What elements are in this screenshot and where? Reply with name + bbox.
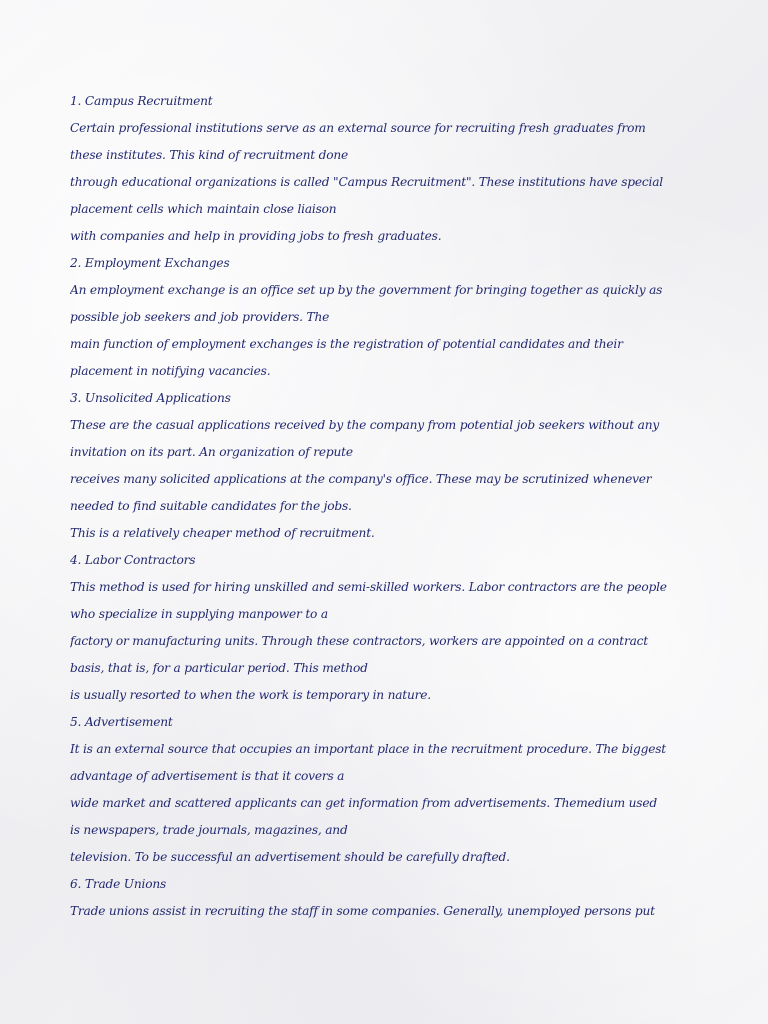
text-line: is usually resorted to when the work is temporary in nature. xyxy=(70,688,431,702)
section-campus-recruitment xyxy=(70,88,720,250)
text-line: factory or manufacturing units. Through these contractors, workers are appointed on a contract xyxy=(70,634,648,648)
text-line: with companies and help in providing jobs to fresh graduates. xyxy=(70,229,442,243)
section-trade-unions xyxy=(70,871,720,925)
text-line: wide market and scattered applicants can get information from advertisements. Themedium used xyxy=(70,796,657,810)
text-line: Certain professional institutions serve as an external source for recruiting fresh graduates from xyxy=(70,121,646,135)
text-line: placement cells which maintain close liaison xyxy=(70,202,337,216)
text-line: An employment exchange is an office set up by the government for bringing together as quickly as xyxy=(70,283,663,297)
section-advertisement xyxy=(70,709,720,871)
text-line: These are the casual applications received by the company from potential job seekers without any xyxy=(70,418,660,432)
text-line: placement in notifying vacancies. xyxy=(70,364,271,378)
text-line: needed to find suitable candidates for the jobs. xyxy=(70,499,352,513)
text-line: Trade unions assist in recruiting the staff in some companies. Generally, unemployed persons put xyxy=(70,904,655,918)
section-heading: 6. Trade Unions xyxy=(70,877,167,891)
text-line: possible job seekers and job providers. The xyxy=(70,310,330,324)
section-heading: 1. Campus Recruitment xyxy=(70,94,213,108)
section-labor-contractors xyxy=(70,547,720,709)
section-heading: 4. Labor Contractors xyxy=(70,553,196,567)
text-line: television. To be successful an advertisement should be carefully drafted. xyxy=(70,850,510,864)
section-unsolicited-applications xyxy=(70,385,720,547)
text-line: who specialize in supplying manpower to a xyxy=(70,607,328,621)
section-heading: 5. Advertisement xyxy=(70,715,173,729)
handwritten-notes-page xyxy=(70,88,720,925)
text-line: is newspapers, trade journals, magazines, and xyxy=(70,823,348,837)
section-employment-exchanges xyxy=(70,250,720,385)
text-line: basis, that is, for a particular period. This method xyxy=(70,661,368,675)
text-line: through educational organizations is called "Campus Recruitment". These institutions have special xyxy=(70,175,663,189)
text-line: It is an external source that occupies an important place in the recruitment procedure. The biggest xyxy=(70,742,666,756)
text-line: invitation on its part. An organization of repute xyxy=(70,445,353,459)
section-heading: 2. Employment Exchanges xyxy=(70,256,230,270)
text-line: This method is used for hiring unskilled and semi-skilled workers. Labor contractors are the people xyxy=(70,580,667,594)
text-line: receives many solicited applications at the company's office. These may be scrutinized whenever xyxy=(70,472,652,486)
text-line: This is a relatively cheaper method of recruitment. xyxy=(70,526,375,540)
text-line: advantage of advertisement is that it covers a xyxy=(70,769,345,783)
text-line: main function of employment exchanges is the registration of potential candidates and their xyxy=(70,337,623,351)
text-line: these institutes. This kind of recruitment done xyxy=(70,148,349,162)
section-heading: 3. Unsolicited Applications xyxy=(70,391,231,405)
